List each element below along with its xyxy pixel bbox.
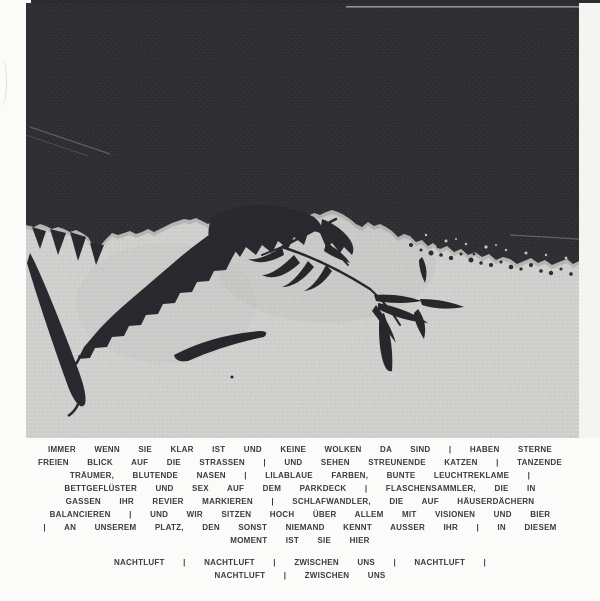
lyric-line-2: FREIEN BLICK AUF DIE STRASSEN | UND SEHEN STREUNENDE KATZEN | TANZENDE bbox=[37, 458, 563, 467]
page-right-margin bbox=[579, 3, 600, 438]
lyric-line-1: IMMER WENN SIE KLAR IST UND KEINE WOLKEN DA SIND | HABEN STERNE bbox=[48, 445, 552, 454]
lyric-line-6: BALANCIEREN | UND WIR SITZEN HOCH ÜBER ALLEM MIT VISIONEN UND BIER bbox=[49, 510, 551, 519]
title-block bbox=[12, 556, 588, 582]
lyric-line-4: BETTGEFLÜSTER UND SEX AUF DEM PARKDECK | FLASCHENSAMMLER, DIE IN bbox=[64, 484, 536, 493]
title-line-2: NACHTLUFT | ZWISCHEN UNS bbox=[214, 571, 386, 580]
lyric-line-5: GASSEN IHR REVIER MARKIEREN | SCHLAFWANDLER, DIE AUF HÄUSERDÄCHERN bbox=[65, 497, 535, 506]
cover-photo bbox=[26, 3, 579, 438]
lyric-line-3: TRÄUMER, BLUTENDE NASEN | LILABLAUE FARBEN, BUNTE LEUCHTREKLAME | bbox=[69, 471, 531, 480]
lyric-line-7: | AN UNSEREM PLATZ, DEN SONST NIEMAND KENNT AUSSER IHR | IN DIESEM bbox=[43, 523, 557, 532]
scan-artifact-mark bbox=[0, 58, 7, 106]
lyrics-block bbox=[12, 443, 588, 547]
lyric-line-8: MOMENT IST SIE HIER bbox=[230, 536, 370, 545]
film-grain-overlay bbox=[26, 3, 579, 438]
title-line-1: NACHTLUFT | NACHTLUFT | ZWISCHEN UNS | NACHTLUFT | bbox=[113, 558, 487, 567]
